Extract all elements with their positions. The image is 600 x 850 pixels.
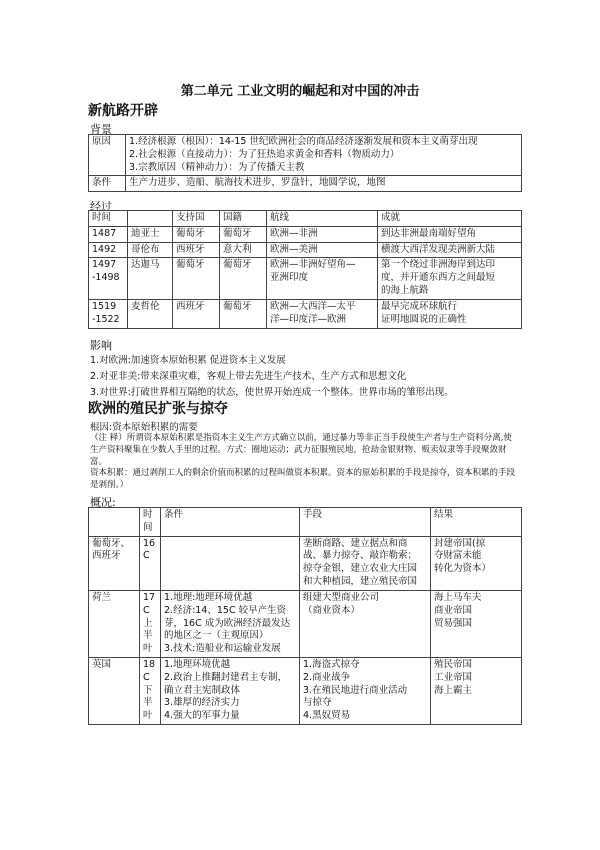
- table-cell: 哥伦布: [128, 242, 173, 258]
- table-cell: 17 C 上 半 叶: [140, 590, 161, 657]
- table-cell: 18 C 下 半 叶: [140, 657, 161, 724]
- table-cell: 1487: [89, 226, 128, 242]
- impact-line: 1.对欧洲:加速资本原始积累 促进资本主义发展: [90, 355, 286, 366]
- table-cell: 葡萄牙: [173, 258, 220, 299]
- table-header-cell: 国籍: [220, 211, 267, 227]
- background-table: [88, 134, 522, 192]
- table-cell: 生产力进步、造船、航海技术进步，罗盘针，地圆学说，地图: [126, 176, 522, 192]
- table-cell: 欧洲—美洲: [267, 242, 378, 258]
- table-header-cell: 时 间: [140, 508, 161, 537]
- table-cell: 条件: [89, 176, 126, 192]
- table-cell: 第一个绕过非洲海岸到达印 度，并开通东西方之间最短 的海上航路: [378, 258, 522, 299]
- table-cell: 1.地理:地理环境优越 2.经济:14、15C 较早产生资 芽，16C 成为欧洲经济最发达 的地区之一（主观原因） 3.技术:造船业和运输业发展: [161, 590, 300, 657]
- table-header-cell: 时间: [89, 211, 128, 227]
- impact-line: 3.对世界:打破世界相互隔绝的状态，使世界开始连成一个整体。世界市场的雏形出现。: [90, 387, 454, 398]
- table-cell: 垄断商路、建立据点和商 战、暴力掠夺、敲诈勒索； 掠夺金银，建立农业大庄园 和大种植园，建立殖民帝国: [300, 536, 431, 590]
- table-cell: 1.海盗式掠夺 2.商业战争 3.在殖民地进行商业活动 与掠夺 4.黑奴贸易: [300, 657, 431, 724]
- table-header-cell: 结果: [431, 508, 522, 537]
- background-label: 背景: [90, 123, 112, 136]
- table-cell: 达迦马: [128, 258, 173, 299]
- table-row: [89, 536, 522, 590]
- table-cell: [161, 536, 300, 590]
- table-cell: 1519 -1522: [89, 299, 128, 328]
- table-header-cell: 条件: [161, 508, 300, 537]
- table-cell: 迪亚士: [128, 226, 173, 242]
- table-cell: 葡萄牙: [220, 299, 267, 328]
- table-cell: 葡萄牙: [173, 226, 220, 242]
- table-row: [89, 176, 522, 192]
- table-cell: 葡萄牙: [220, 226, 267, 242]
- table-cell: 1497 -1498: [89, 258, 128, 299]
- table-cell: [126, 135, 522, 176]
- root-cause-line: 根因:资本原始积累的需要: [90, 422, 198, 433]
- table-row: [89, 135, 522, 176]
- table-row: [89, 590, 522, 657]
- table-header-cell: [128, 211, 173, 227]
- annotation-note: （注 释）所谓资本原始积累是指资本主义生产方式确立以前，通过暴力等非正当手段使生产者与生产资料分离,使生产资料聚集在少数人手里的过程。方式：圈地运动；武力征服殖民地，抢劫金银财物、贩卖奴隶等手段聚敛财富。: [90, 433, 512, 467]
- process-label: 经过: [90, 200, 112, 213]
- annotation-note-2: 资本积累：通过剥削工人的剩余价值而积累的过程叫做资本积累。资本的原始积累的手段是掠夺，资本积累的手段是剥削。）: [90, 468, 516, 490]
- colonial-table: [88, 507, 522, 725]
- table-row: [89, 211, 522, 227]
- unit-title: 第二单元 工业文明的崛起和对中国的冲击: [180, 84, 420, 99]
- table-row: [89, 242, 522, 258]
- table-row: [89, 226, 522, 242]
- table-cell: 荷兰: [89, 590, 140, 657]
- table-row: [89, 299, 522, 328]
- section-heading-voyages: 新航路开辟: [88, 103, 158, 119]
- impact-line: 2.对亚非美:带来深重灾难，客观上带去先进生产技术、生产方式和思想文化: [90, 371, 407, 382]
- table-cell: 麦哲伦: [128, 299, 173, 328]
- table-header-cell: 成就: [378, 211, 522, 227]
- table-row: [89, 657, 522, 724]
- table-cell: 封建帝国(掠 夺财富未能 转化为资本）: [431, 536, 522, 590]
- table-cell: 最早完成环球航行 证明地圆说的正确性: [378, 299, 522, 328]
- table-cell: 殖民帝国 工业帝国 海上霸主: [431, 657, 522, 724]
- overview-label: 概况:: [90, 496, 116, 509]
- table-cell: 组建大型商业公司 （商业资本）: [300, 590, 431, 657]
- table-cell: 横渡大西洋发现美洲新大陆: [378, 242, 522, 258]
- table-cell: 西班牙: [173, 242, 220, 258]
- table-cell: 欧洲—非洲好望角— 亚洲印度: [267, 258, 378, 299]
- table-cell: 16 C: [140, 536, 161, 590]
- table-header-cell: 支持国: [173, 211, 220, 227]
- impact-label: 影响: [90, 339, 112, 352]
- table-cell: 葡萄牙、 西班牙: [89, 536, 140, 590]
- table-cell: 意大利: [220, 242, 267, 258]
- text-line: 2.社会根源（直接动力）：为了狂热追求黄金和香料（物质动力）: [129, 148, 400, 160]
- table-cell: 1.地理环境优越 2.政治上推翻封建君主专制， 确立君主宪制政体 3.雄厚的经济实力 4.强大的军事力量: [161, 657, 300, 724]
- table-cell: 原因: [89, 135, 126, 176]
- table-row: [89, 508, 522, 537]
- table-header-cell: [89, 508, 140, 537]
- text-line: 1.经济根源（根因）：14-15 世纪欧洲社会的商品经济逐渐发展和资本主义萌芽出现: [129, 136, 478, 147]
- table-cell: 葡萄牙: [220, 258, 267, 299]
- table-cell: 1492: [89, 242, 128, 258]
- text-line: 3.宗教原因（精神动力）：为了传播天主教: [129, 161, 305, 173]
- table-cell: 欧洲—非洲: [267, 226, 378, 242]
- table-row: [89, 258, 522, 299]
- table-cell: 英国: [89, 657, 140, 724]
- table-cell: 欧洲—大西洋—太平 洋—印度洋—欧洲: [267, 299, 378, 328]
- section-heading-colonial: 欧洲的殖民扩张与掠夺: [88, 401, 228, 417]
- table-header-cell: 手段: [300, 508, 431, 537]
- table-cell: 西班牙: [173, 299, 220, 328]
- table-cell: 到达非洲最南端好望角: [378, 226, 522, 242]
- table-header-cell: 航线: [267, 211, 378, 227]
- table-cell: 海上马车夫 商业帝国 贸易强国: [431, 590, 522, 657]
- process-table: [88, 210, 522, 329]
